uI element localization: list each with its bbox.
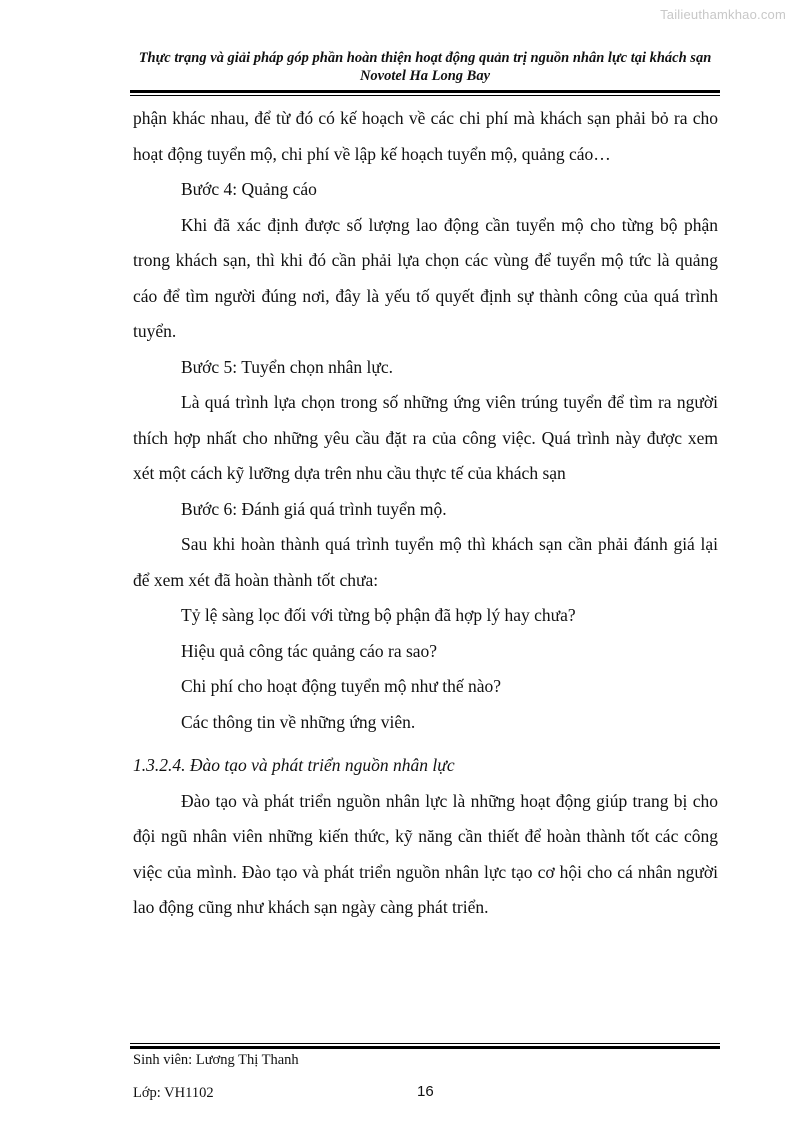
step4-paragraph: Khi đã xác định được số lượng lao động cần tuyển mộ cho từng bộ phận trong khách sạn, thì khi đó cần phải lựa chọn các vùng để tuyển mộ tức là quảng cáo để tìm người đúng nơi, đây là yếu tố quyết định sự thành công của quá trình tuyển.: [133, 214, 718, 341]
header-rule-thick: [130, 90, 720, 93]
question-item: Hiệu quả công tác quảng cáo ra sao?: [181, 640, 438, 661]
question-item: Các thông tin về những ứng viên.: [181, 711, 416, 732]
paragraph-continuation: phận khác nhau, để từ đó có kế hoạch về các chi phí mà khách sạn phải bỏ ra cho hoạt động tuyển mộ, chi phí về lập kế hoạch tuyển mộ, quảng cáo…: [133, 108, 718, 164]
page-number: 16: [417, 1083, 434, 1100]
question-item: Chi phí cho hoạt động tuyển mộ như thế nào?: [181, 676, 502, 696]
step6-title: Bước 6: Đánh giá quá trình tuyển mộ.: [181, 498, 447, 519]
question-item: Tỷ lệ sàng lọc đối với từng bộ phận đã hợp lý hay chưa?: [181, 605, 576, 625]
footer-rule-thin: [130, 1043, 720, 1044]
section-paragraph: Đào tạo và phát triển nguồn nhân lực là những hoạt động giúp trang bị cho đội ngũ nhân viên những kiến thức, kỹ năng cần thiết để hoàn thành tốt các công việc của mình. Đào tạo và phát triển nguồn nhân lực tạo cơ hội cho cá nhân người lao động cũng như khách sạn ngày càng phát triển.: [133, 790, 718, 917]
running-header: [130, 49, 720, 85]
step4-title: Bước 4: Quảng cáo: [181, 179, 317, 199]
footer-student: Sinh viên: Lương Thị Thanh: [133, 1052, 299, 1068]
header-title-line2: Novotel Ha Long Bay: [359, 68, 491, 84]
section-heading: 1.3.2.4. Đào tạo và phát triển nguồn nhân lực: [133, 755, 455, 775]
page-body: [133, 101, 718, 926]
footer-rule-thick: [130, 1046, 720, 1049]
header-title-line1: Thực trạng và giải pháp góp phần hoàn thiện hoạt động quản trị nguồn nhân lực tại khách sạn: [138, 50, 712, 66]
step6-paragraph: Sau khi hoàn thành quá trình tuyển mộ thì khách sạn cần phải đánh giá lại để xem xét đã hoàn thành tốt chưa:: [133, 534, 718, 590]
footer-class: Lớp: VH1102: [133, 1085, 214, 1101]
step5-paragraph: Là quá trình lựa chọn trong số những ứng viên trúng tuyển để tìm ra người thích hợp nhất cho những yêu cầu đặt ra của công việc. Quá trình này được xem xét một cách kỹ lưỡng dựa trên nhu cầu thực tế của khách sạn: [133, 392, 718, 483]
header-rule-thin: [130, 95, 720, 96]
watermark: Tailieuthamkhao.com: [660, 7, 786, 22]
step5-title: Bước 5: Tuyển chọn nhân lực.: [181, 356, 393, 377]
